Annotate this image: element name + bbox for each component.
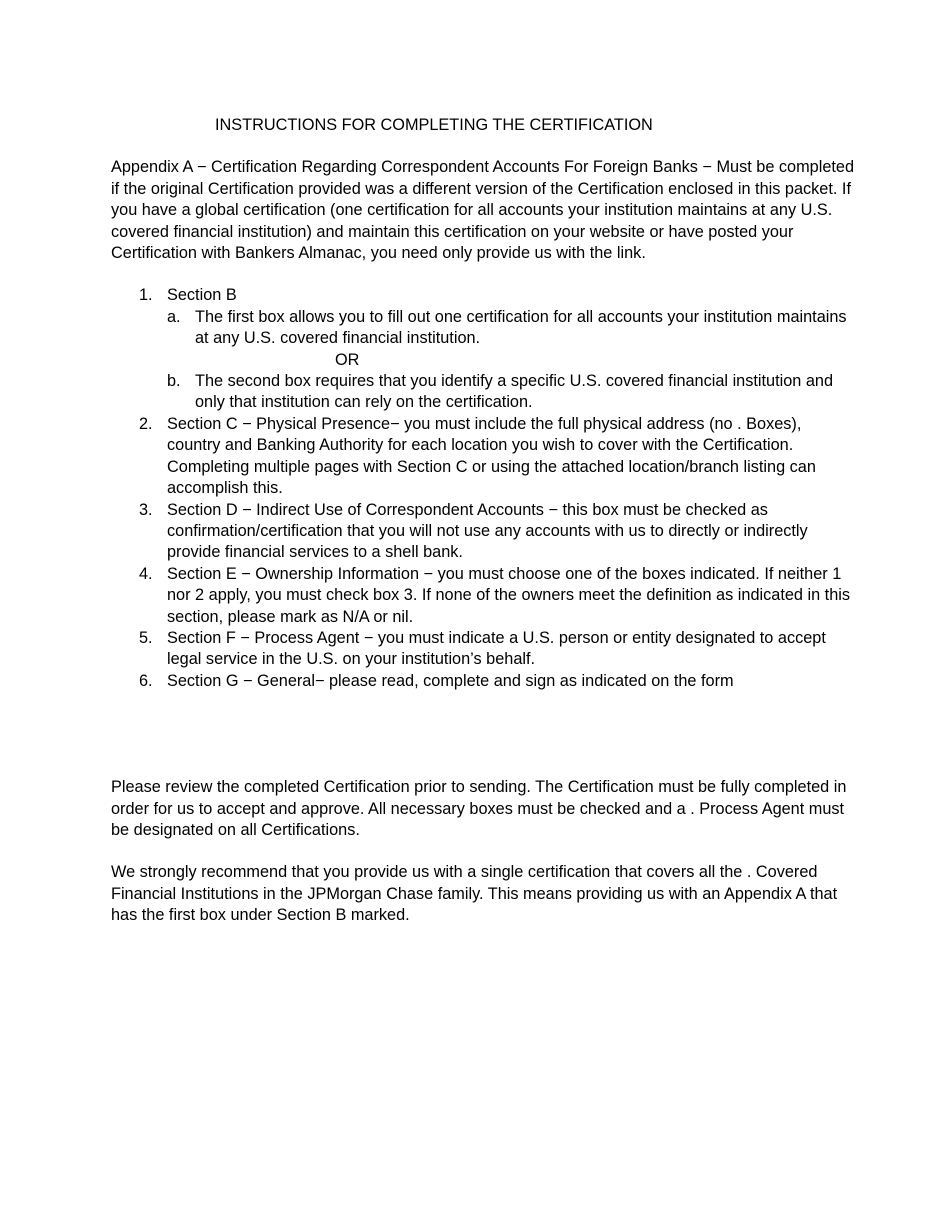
intro-paragraph: Appendix A − Certification Regarding Correspondent Accounts For Foreign Banks − Must be completed if the original Certification provided was a different version of the Certification enclosed in this packet. If you have a global certification (one certification for all accounts your institution maintains at any U.S. covered financial institution) and maintain this certification on your website or have posted your Certification with Bankers Almanac, you need only provide us with the link. — [111, 158, 855, 263]
list-item-number: 5. — [139, 628, 153, 647]
list-item-section-g — [111, 671, 856, 692]
or-separator: OR — [335, 350, 360, 369]
list-item-number: 3. — [139, 500, 153, 519]
sub-item-letter: a. — [167, 307, 181, 326]
list-item-number: 1. — [139, 286, 153, 305]
list-item-text: Section F − Process Agent − you must indicate a U.S. person or entity designated to accept legal service in the U.S. on your institution’s behalf. — [167, 628, 826, 669]
sub-item-text: The second box requires that you identify a specific U.S. covered financial institution and only that institution can rely on the certification. — [195, 372, 834, 412]
sub-item-b — [167, 371, 856, 414]
list-item-section-c — [111, 414, 856, 500]
list-item-section-d — [111, 500, 856, 564]
list-item-text: Section G − General− please read, complete and sign as indicated on the form — [167, 671, 734, 690]
page-title: INSTRUCTIONS FOR COMPLETING THE CERTIFICATION — [215, 116, 653, 134]
list-item-number: 6. — [139, 671, 153, 690]
recommendation-paragraph: We strongly recommend that you provide us with a single certification that covers all the . Covered Financial Institutions in the JPMorgan Chase family. This means providing us with an Appendix A that has the first box under Section B marked. — [111, 863, 838, 925]
list-item-section-e — [111, 564, 856, 628]
list-item-number: 2. — [139, 414, 153, 433]
review-paragraph: Please review the completed Certification prior to sending. The Certification must be fully completed in order for us to accept and approve. All necessary boxes must be checked and a . Process Agent must be designated on all Certifications. — [111, 778, 847, 839]
sub-item-text: The first box allows you to fill out one certification for all accounts your institution maintains at any U.S. covered financial institution. — [195, 307, 847, 348]
sub-item-letter: b. — [167, 372, 181, 391]
document-page — [111, 115, 856, 927]
list-item-text: Section D − Indirect Use of Correspondent Accounts − this box must be checked as confirmation/certification that you will not use any accounts with us to directly or indirectly provide financial services to a shell bank. — [167, 500, 808, 562]
list-item-text: Section B — [167, 286, 237, 305]
instructions-list — [111, 285, 856, 692]
list-item-text: Section C − Physical Presence− you must include the full physical address (no . Boxes), country and Banking Authority for each location you wish to cover with the Certification. Completing multiple pages with Section C or using the attached location/branch listing can accomplish this. — [167, 414, 816, 498]
sub-item-a — [167, 307, 856, 371]
list-item-section-f — [111, 628, 856, 671]
list-item-section-b — [111, 285, 856, 413]
list-item-number: 4. — [139, 564, 153, 583]
list-item-text: Section E − Ownership Information − you must choose one of the boxes indicated. If neither 1 nor 2 apply, you must check box 3. If none of the owners meet the definition as indicated in this section, please mark as N/A or nil. — [167, 564, 851, 626]
section-b-sublist — [167, 307, 856, 414]
